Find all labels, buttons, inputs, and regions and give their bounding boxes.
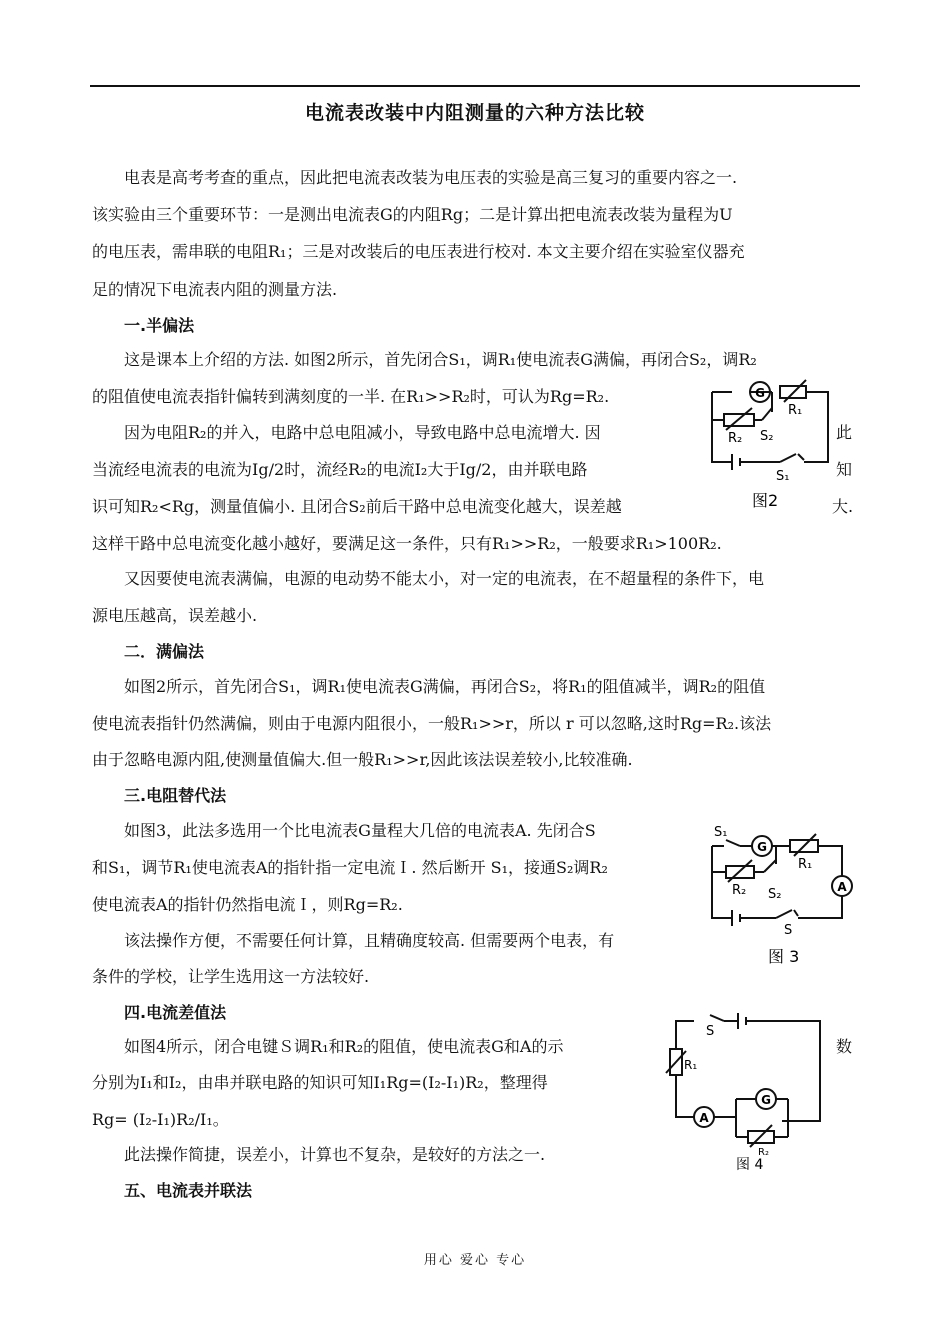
- fig3-s2-label: S₂: [768, 887, 782, 902]
- fig4-a-label: A: [699, 1111, 709, 1125]
- text-line: 如图3，此法多选用一个比电流表G量程大几倍的电流表A. 先闭合S: [124, 821, 596, 840]
- text-line: 的阻值使电流表指针偏转到满刻度的一半. 在R₁>>R₂时，可认为Rg=R₂.: [92, 387, 610, 406]
- text-line: 这是课本上介绍的方法. 如图2所示，首先闭合S₁，调R₁使电流表G满偏，再闭合S₂，调R₂: [124, 350, 757, 369]
- text-line: 足的情况下电流表内阻的测量方法.: [92, 280, 338, 299]
- text-line: 由于忽略电源内阻,使测量值偏大.但一般R₁>>r,因此该法误差较小,比较准确.: [92, 750, 633, 769]
- text-line: 的电压表，需串联的电阻R₁；三是对改装后的电压表进行校对. 本文主要介绍在实验室仪器充: [92, 242, 745, 261]
- fig2-s2-label: S₂: [760, 429, 774, 444]
- header-rule: [90, 85, 860, 87]
- section-heading-4: 四.电流差值法: [124, 1003, 227, 1022]
- fig3-r1-label: R₁: [798, 857, 813, 872]
- fig4-s-label: S: [706, 1024, 715, 1039]
- text-line: 此法操作简捷，误差小，计算也不复杂，是较好的方法之一.: [124, 1145, 546, 1164]
- text-line: 当流经电流表的电流为Ig/2时，流经R₂的电流I₂大于Ig/2，由并联电路: [92, 460, 588, 479]
- page-footer: 用心 爱心 专心: [423, 1253, 527, 1268]
- text-line: 该法操作方便，不需要任何计算，且精确度较高. 但需要两个电表，有: [124, 931, 615, 950]
- fig2-r2-label: R₂: [728, 431, 743, 446]
- text-line: 条件的学校，让学生选用这一方法较好.: [92, 967, 370, 986]
- figure-4-circuit: [670, 1005, 830, 1175]
- section-heading-1: 一.半偏法: [124, 316, 195, 335]
- figure-2-circuit: [700, 370, 840, 520]
- fig4-r2-label: R₂: [758, 1147, 769, 1158]
- figure-3-circuit: [706, 820, 856, 970]
- text-line: 和S₁，调节R₁使电流表A的指针指一定电流Ｉ. 然后断开 S₁，接通S₂调R₂: [92, 858, 608, 877]
- text-line: 电表是高考考查的重点，因此把电流表改装为电压表的实验是高三复习的重要内容之一.: [124, 168, 738, 187]
- fig2-caption: 图2: [752, 491, 779, 510]
- section-heading-2: 二．满偏法: [124, 642, 205, 661]
- text-line: 此: [836, 423, 853, 442]
- fig2-s1-label: S₁: [776, 469, 790, 484]
- text-line: 使电流表指针仍然满偏，则由于电源内阻很小，一般R₁>>r，所以 r 可以忽略,这时Rg=R₂.该法: [92, 714, 772, 733]
- fig3-r2-label: R₂: [732, 883, 747, 898]
- fig4-caption: 图 4: [736, 1157, 764, 1173]
- text-line: 这样干路中总电流变化越小越好，要满足这一条件，只有R₁>>R₂，一般要求R₁>100R₂.: [92, 534, 722, 553]
- page-title: 电流表改装中内阻测量的六种方法比较: [304, 102, 645, 124]
- section-heading-5: 五、电流表并联法: [124, 1181, 253, 1200]
- fig3-s1-label: S₁: [714, 825, 728, 840]
- fig2-g-label: G: [755, 386, 765, 400]
- text-line: 如图2所示，首先闭合S₁，调R₁使电流表G满偏，再闭合S₂，将R₁的阻值减半，调R₂的阻值: [124, 677, 766, 696]
- fig2-r1-label: R₁: [788, 403, 803, 418]
- text-line: 数: [836, 1037, 853, 1056]
- text-line: 分别为I₁和I₂，由串并联电路的知识可知I₁Rg=(I₂-I₁)R₂，整理得: [92, 1073, 548, 1092]
- text-line: 该实验由三个重要环节：一是测出电流表G的内阻Rg；二是计算出把电流表改装为量程为U: [92, 205, 733, 224]
- text-line: 识可知R₂<Rg，测量值偏小. 且闭合S₂前后干路中总电流变化越大，误差越: [92, 497, 622, 516]
- fig4-g-label: G: [761, 1093, 771, 1107]
- fig3-a-label: A: [837, 880, 847, 894]
- text-line: 源电压越高，误差越小.: [92, 606, 258, 625]
- text-line: Rg= (I₂-I₁)R₂/I₁。: [92, 1110, 229, 1129]
- fig3-g-label: G: [757, 840, 767, 854]
- fig3-s-label: S: [784, 923, 793, 938]
- fig3-caption: 图 3: [768, 947, 800, 966]
- text-line: 又因要使电流表满偏，电源的电动势不能太小，对一定的电流表，在不超量程的条件下，电: [124, 569, 765, 588]
- text-line: 大.: [832, 497, 854, 516]
- text-line: 知: [836, 460, 853, 479]
- text-line: 使电流表A的指针仍然指电流Ｉ，则Rg=R₂.: [92, 895, 403, 914]
- text-line: 因为电阻R₂的并入，电路中总电阻减小，导致电路中总电流增大. 因: [124, 423, 601, 442]
- text-line: 如图4所示，闭合电键Ｓ调R₁和R₂的阻值，使电流表G和A的示: [124, 1037, 564, 1056]
- fig4-r1-label: R₁: [684, 1058, 698, 1072]
- section-heading-3: 三.电阻替代法: [124, 786, 227, 805]
